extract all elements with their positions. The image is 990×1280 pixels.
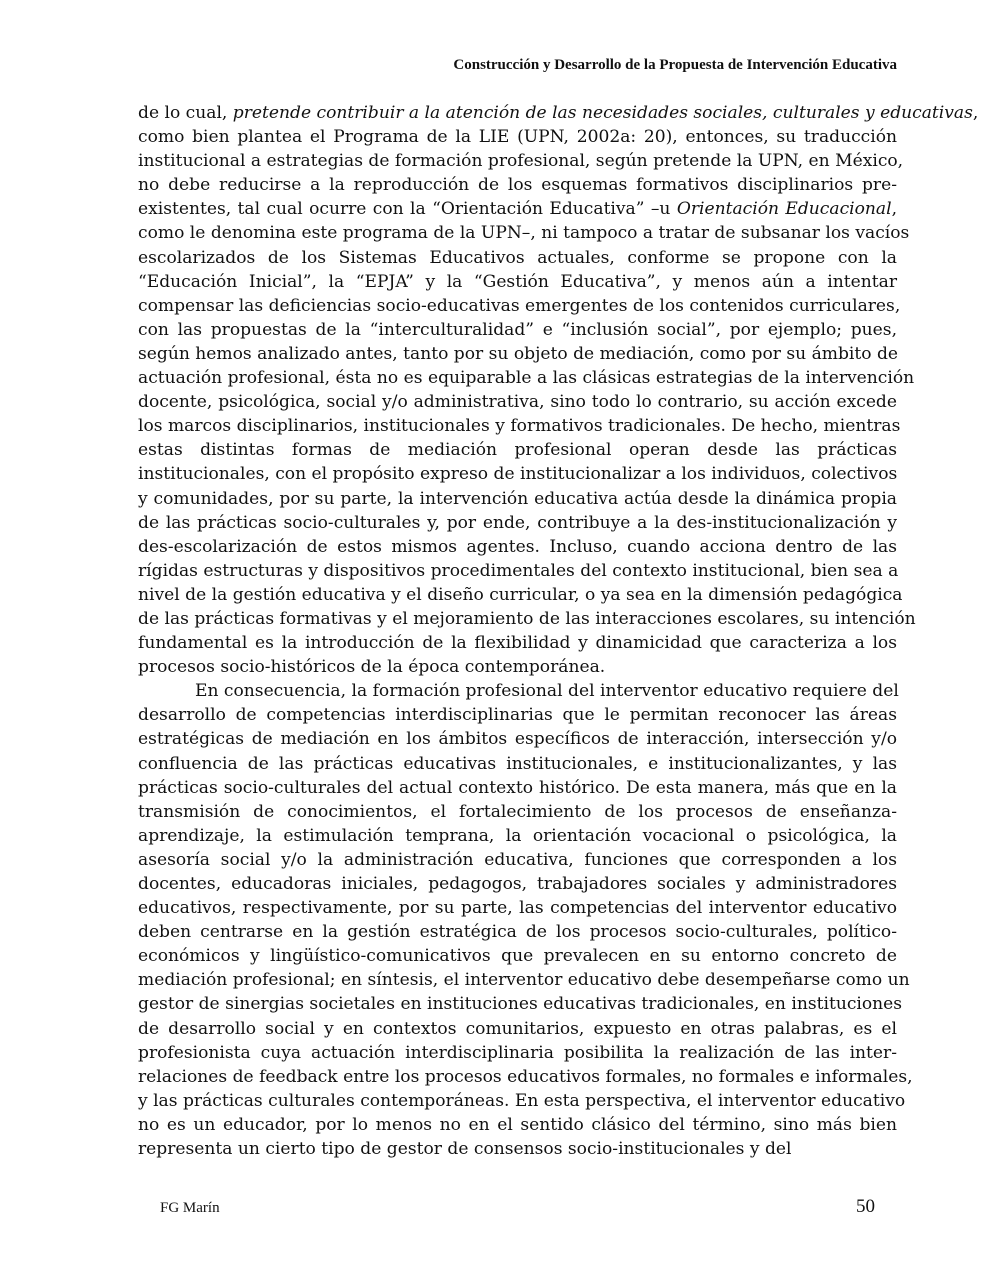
text-line: mediación profesional; en síntesis, el interventor educativo debe desempeñarse como un: [138, 970, 910, 991]
text-line: procesos socio-históricos de la época contemporánea.: [138, 657, 606, 678]
text-line: de desarrollo social y en contextos comunitarios, expuesto en otras palabras, es el: [138, 1018, 897, 1039]
text-line: [138, 197, 897, 221]
text-line: nivel de la gestión educativa y el diseño curricular, o ya sea en la dimensión pedagógica: [138, 584, 903, 605]
text-line: como le denomina este programa de la UPN–, ni tampoco a tratar de subsanar los vacíos: [138, 223, 910, 244]
body-text: [138, 101, 979, 1161]
text-line: con las propuestas de la “interculturalidad” e “inclusión social”, por ejemplo; pues,: [138, 319, 897, 340]
text-line: “Educación Inicial”, la “EPJA” y la “Gestión Educativa”, y menos aún a intentar: [138, 271, 897, 292]
text-line: institucionales, con el propósito expreso de institucionalizar a los individuos, colectivos: [138, 464, 898, 485]
running-header: Construcción y Desarrollo de la Propuesta de Intervención Educativa: [453, 57, 897, 73]
text-line: rígidas estructuras y dispositivos procedimentales del contexto institucional, bien sea a: [138, 560, 899, 581]
text-line: de las prácticas socio-culturales y, por ende, contribuye a la des-institucionalización y: [138, 512, 897, 533]
text-line: fundamental es la introducción de la flexibilidad y dinamicidad que caracteriza a los: [138, 633, 897, 654]
text-line: económicos y lingüístico-comunicativos que prevalecen en su entorno concreto de: [138, 946, 897, 967]
text-line: gestor de sinergias societales en instituciones educativas tradicionales, en instituciones: [138, 994, 903, 1015]
text-line: los marcos disciplinarios, institucionales y formativos tradicionales. De hecho, mientras: [138, 416, 901, 437]
text-line: como bien plantea el Programa de la LIE (UPN, 2002a: 20), entonces, su traducción: [138, 127, 897, 148]
text-line: confluencia de las prácticas educativas institucionales, e institucionalizantes, y las: [138, 753, 897, 774]
paragraph-1: [138, 101, 979, 679]
text-line: escolarizados de los Sistemas Educativos actuales, conforme se propone con la: [138, 247, 897, 268]
text-line: no es un educador, por lo menos no en el sentido clásico del término, sino más bien: [138, 1114, 897, 1135]
text-line: de las prácticas formativas y el mejoramiento de las interacciones escolares, su intención: [138, 608, 916, 629]
text-line: aprendizaje, la estimulación temprana, la orientación vocacional o psicológica, la: [138, 825, 897, 846]
text-line: docente, psicológica, social y/o administrativa, sino todo lo contrario, su acción excede: [138, 392, 897, 413]
text-line: profesionista cuya actuación interdisciplinaria posibilita la realización de las inter-: [138, 1042, 897, 1063]
text-line: según hemos analizado antes, tanto por su objeto de mediación, como por su ámbito de: [138, 343, 899, 364]
text-line: deben centrarse en la gestión estratégica de los procesos socio-culturales, político-: [138, 922, 897, 943]
footer-author: FG Marín: [160, 1200, 220, 1216]
text-line: educativos, respectivamente, por su parte, las competencias del interventor educativo: [138, 898, 897, 919]
text-line: compensar las deficiencias socio-educativas emergentes de los contenidos curriculares,: [138, 295, 901, 316]
text-line: prácticas socio-culturales del actual contexto histórico. De esta manera, más que en la: [138, 777, 897, 798]
text-line: docentes, educadoras iniciales, pedagogos, trabajadores sociales y administradores: [138, 874, 897, 894]
text-line: institucional a estrategias de formación profesional, según pretende la UPN, en México,: [138, 151, 904, 172]
text-segment: ,: [891, 199, 897, 220]
text-line: asesoría social y/o la administración educativa, funciones que corresponden a los: [138, 849, 897, 870]
text-line: estratégicas de mediación en los ámbitos específicos de interacción, intersección y/o: [138, 729, 897, 750]
page-number: 50: [856, 1196, 875, 1217]
italic-phrase: Orientación Educacional: [676, 199, 892, 220]
text-line: y comunidades, por su parte, la intervención educativa actúa desde la dinámica propia: [138, 488, 897, 509]
text-segment: existentes, tal cual ocurre con la “Orientación Educativa” –u: [138, 199, 677, 220]
text-line: transmisión de conocimientos, el fortalecimiento de los procesos de enseñanza-: [138, 801, 897, 822]
text-line: relaciones de feedback entre los procesos educativos formales, no formales e informales,: [138, 1066, 913, 1087]
text-line: des-escolarización de estos mismos agentes. Incluso, cuando acciona dentro de las: [138, 536, 897, 557]
text-line: desarrollo de competencias interdisciplinarias que le permitan reconocer las áreas: [138, 705, 897, 726]
text-line: actuación profesional, ésta no es equiparable a las clásicas estrategias de la intervención: [138, 368, 915, 389]
paragraph-2: [138, 679, 913, 1161]
text-line: no debe reducirse a la reproducción de los esquemas formativos disciplinarios pre-: [138, 175, 897, 196]
text-line: y las prácticas culturales contemporáneas. En esta perspectiva, el interventor educativo: [138, 1090, 906, 1111]
text-segment: de lo cual,: [138, 103, 233, 123]
text-line: En consecuencia, la formación profesional del interventor educativo requiere del: [195, 681, 899, 702]
text-segment: ,: [972, 103, 979, 123]
text-line: [138, 101, 979, 125]
italic-phrase: pretende contribuir a la atención de las necesidades sociales, culturales y educativas: [232, 103, 973, 123]
text-line: representa un cierto tipo de gestor de consensos socio-institucionales y del: [138, 1139, 792, 1160]
text-line: estas distintas formas de mediación profesional operan desde las prácticas: [138, 440, 897, 461]
